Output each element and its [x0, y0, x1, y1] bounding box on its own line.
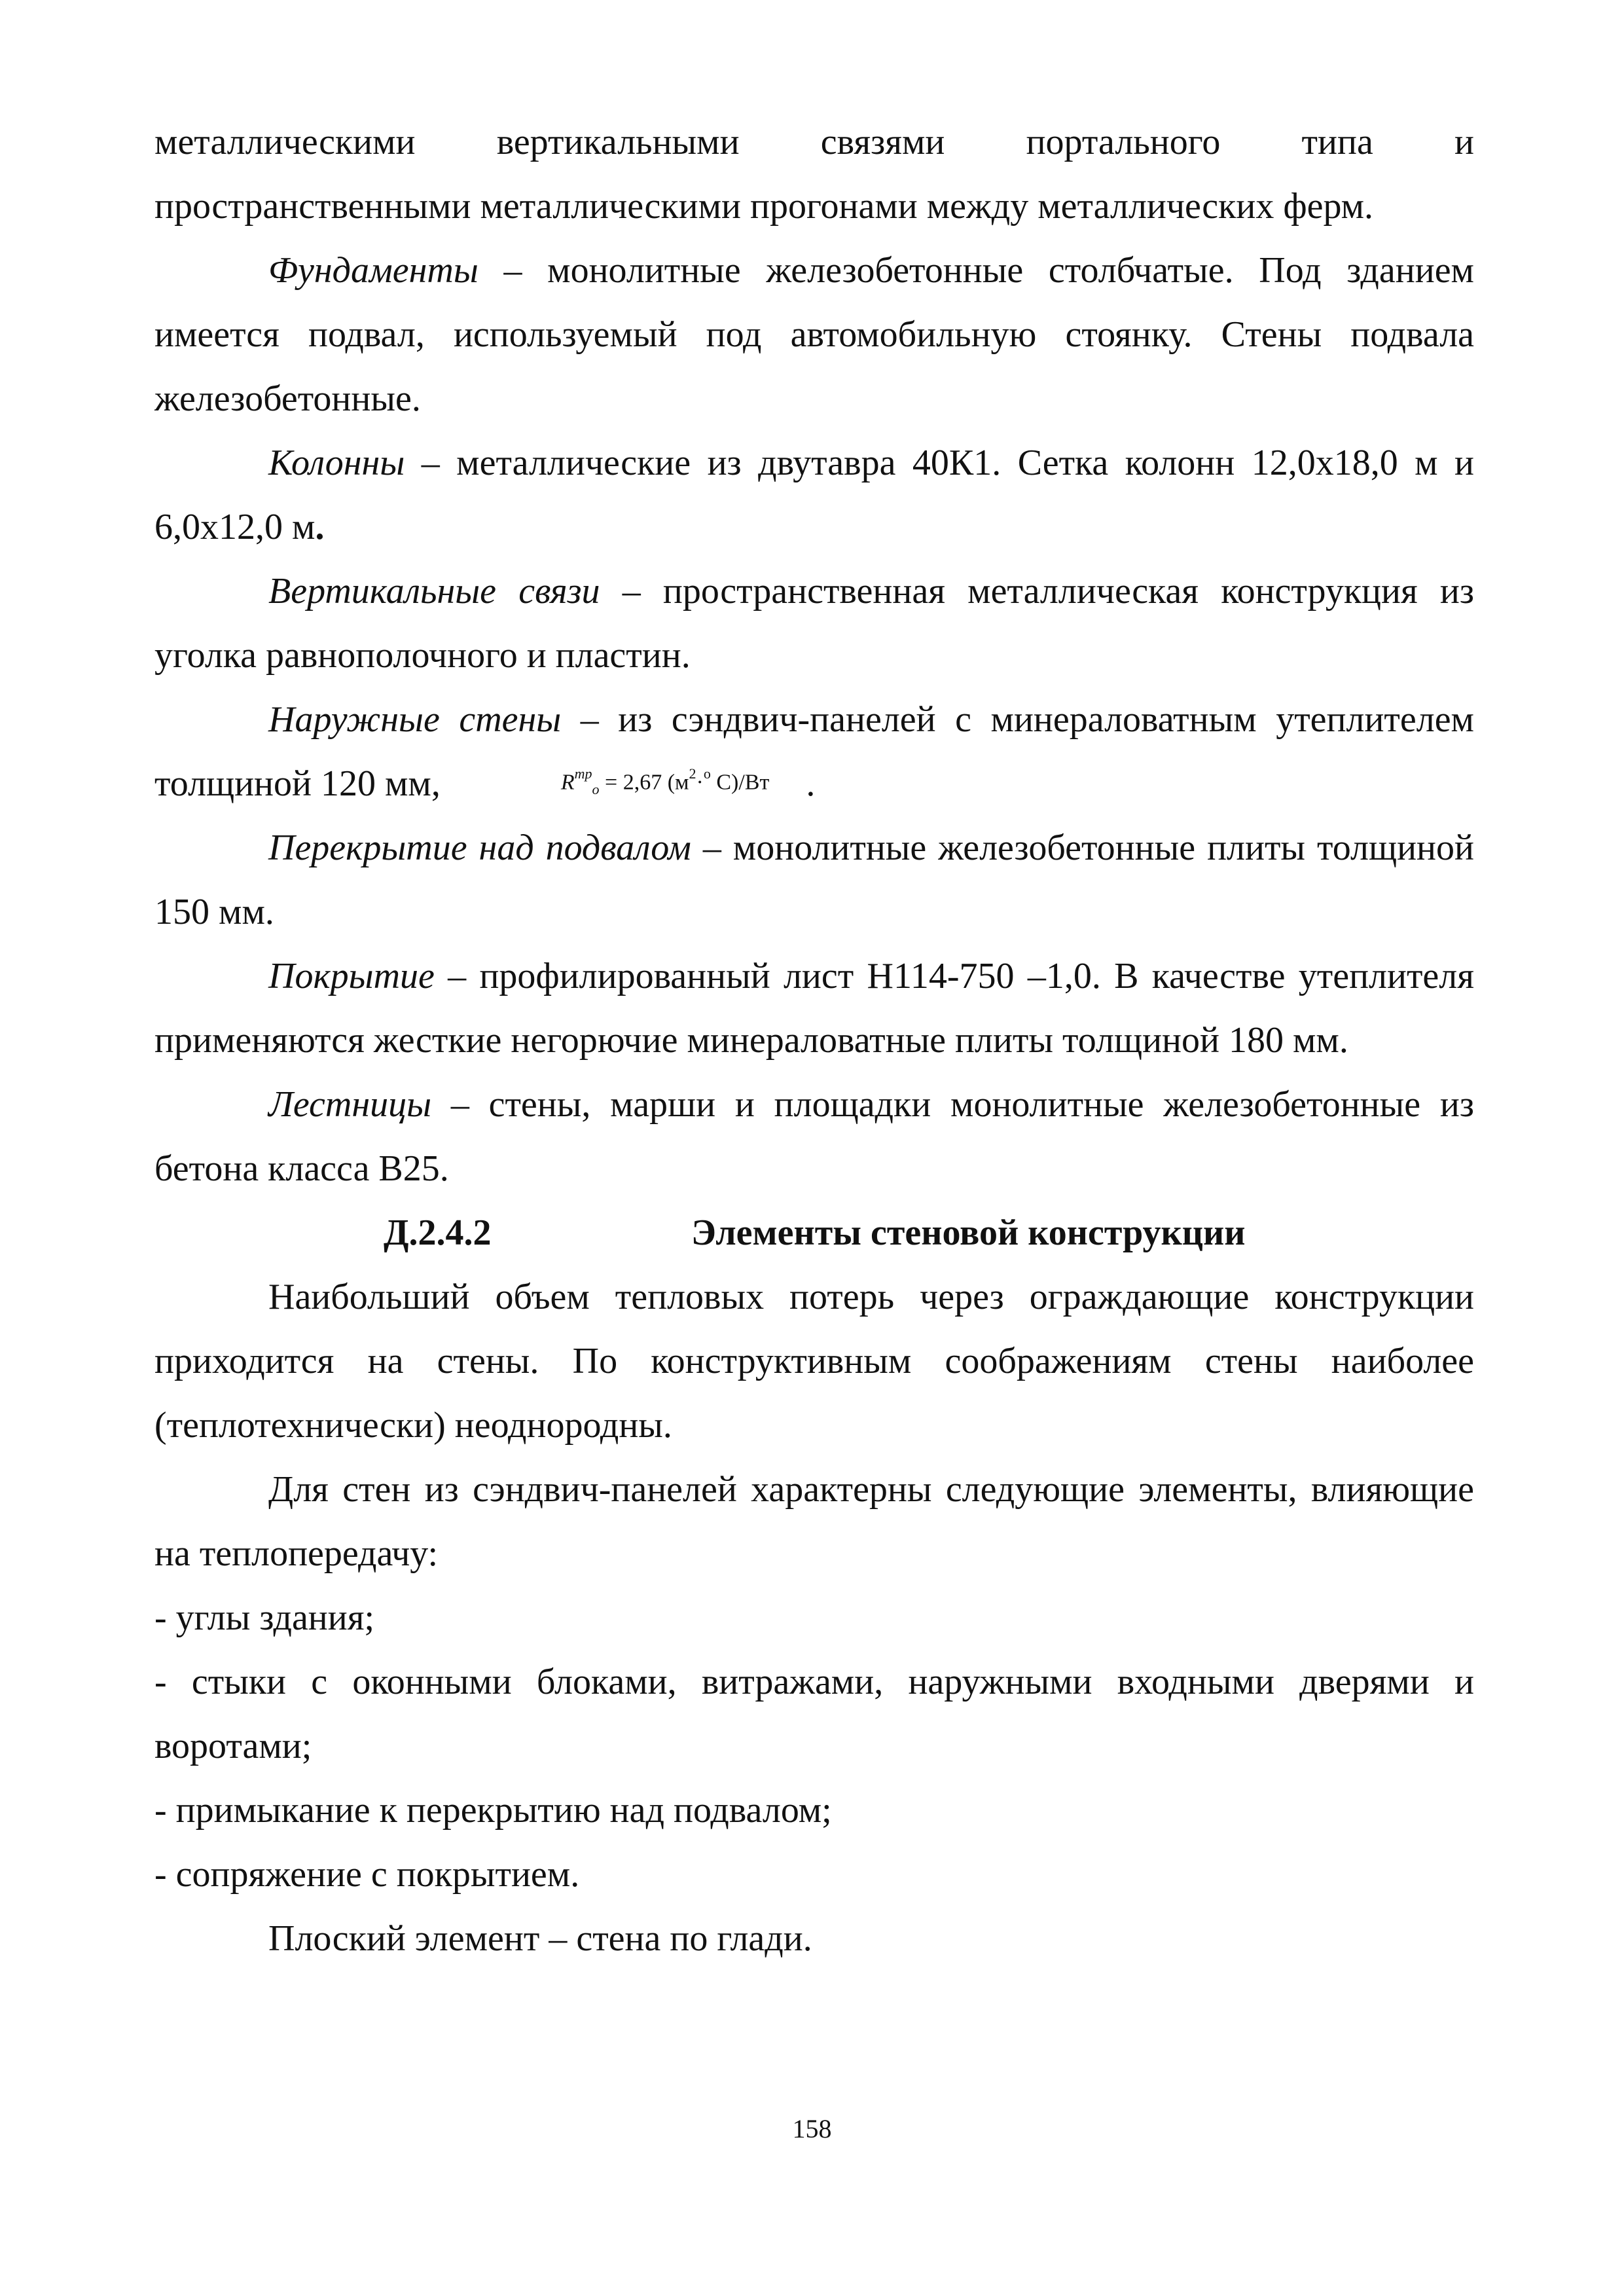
formula-value: = 2,67 (м [599, 770, 689, 795]
text-basement-slab: – монолитные железобетонные плиты толщиной 150 мм. [154, 828, 1474, 932]
term-external-walls: Наружные стены [268, 699, 562, 740]
text-roofing: – профилированный лист Н114-750 –1,0. В качестве утеплителя применяются жесткие негорючие минераловатные плиты толщиной 180 мм. [154, 956, 1474, 1061]
list-item: - примыкание к перекрытию над подвалом; [154, 1790, 832, 1831]
formula-r-sub: о [592, 781, 600, 798]
paragraph-external-walls [154, 687, 1474, 816]
paragraph-sandwich-elements: Для стен из сэндвич-панелей характерны следующие элементы, влияющие на теплопередачу: [154, 1469, 1474, 1574]
text-columns: – металлические из двутавра 40К1. Сетка колонн 12,0х18,0 м и 6,0х12,0 м [154, 443, 1474, 547]
term-stairs: Лестницы [268, 1084, 432, 1125]
formula-r: R [560, 770, 575, 795]
text-vertical-bracing: – пространственная металлическая конструкция из уголка равнополочного и пластин. [154, 571, 1474, 676]
paragraph-roofing [154, 944, 1474, 1072]
document-page [154, 110, 1474, 1971]
formula-unit: С)/Вт [710, 770, 770, 795]
paragraph-stairs [154, 1072, 1474, 1201]
text-stairs: – стены, марши и площадки монолитные железобетонные из бетона класса В25. [154, 1084, 1474, 1189]
formula-r-sup: тр [574, 765, 592, 782]
formula-sup-2: 2 [689, 765, 696, 782]
paragraph-continuation-line2: пространственными металлическими прогонами между металлических ферм. [154, 186, 1374, 227]
paragraph-vertical-bracing [154, 559, 1474, 687]
paragraph-heat-losses: Наибольший объем тепловых потерь через ограждающие конструкции приходится на стены. По конструктивным соображениям стены наиболее (теплотехнически) неоднородны. [154, 1277, 1474, 1446]
page-number: 158 [792, 2114, 832, 2143]
text-external-walls-end: . [806, 763, 816, 804]
paragraph-flat-element: Плоский элемент – стена по глади. [268, 1918, 812, 1959]
section-heading [154, 1201, 1474, 1265]
thermal-resistance-formula [447, 765, 770, 801]
text-foundations: – монолитные железобетонные столбчатые. Под зданием имеется подвал, используемый под автомобильную стоянку. Стены подвала железобетонные. [154, 250, 1474, 419]
formula-sup-degree: о [703, 765, 711, 782]
section-title: Элементы стеновой конструкции [691, 1212, 1246, 1253]
paragraph-basement-slab [154, 816, 1474, 944]
formula-dot: · [696, 770, 704, 795]
text-columns-end: . [315, 507, 325, 547]
term-basement-slab: Перекрытие над подвалом [268, 828, 691, 868]
term-roofing: Покрытие [268, 956, 435, 996]
term-foundations: Фундаменты [268, 250, 478, 291]
list-item: - углы здания; [154, 1597, 375, 1638]
list-item: - стыки с оконными блоками, витражами, наружными входными дверями и воротами; [154, 1662, 1474, 1766]
list-item: - сопряжение с покрытием. [154, 1854, 580, 1895]
paragraph-foundations [154, 238, 1474, 431]
paragraph-continuation-line1: металлическими вертикальными связями портального типа и [154, 122, 1474, 162]
term-columns: Колонны [268, 443, 405, 483]
paragraph-columns [154, 431, 1474, 559]
term-vertical-bracing: Вертикальные связи [268, 571, 600, 611]
text-external-walls: – из сэндвич-панелей с минераловатным утеплителем толщиной 120 мм, [154, 699, 1474, 804]
section-number: Д.2.4.2 [384, 1212, 492, 1253]
